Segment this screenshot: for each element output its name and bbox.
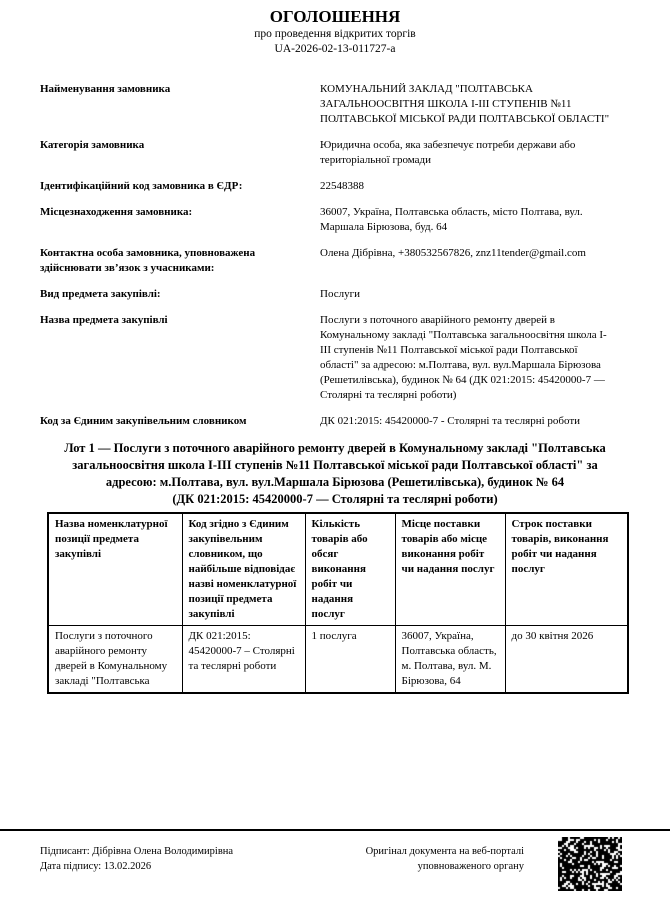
field-value: 22548388 [320, 180, 364, 192]
field-label: Найменування замовника [40, 83, 171, 95]
original-document-note: Оригінал документа на веб-порталі уповноваженого органу [365, 846, 524, 872]
field-label: Категорія замовника [40, 139, 145, 151]
qr-code [558, 837, 622, 891]
field-row-customer-category [40, 138, 630, 168]
table-header-delivery-term: Строк поставки товарів, виконання робіт чи надання послуг [505, 513, 628, 626]
fields-section [40, 82, 630, 429]
document-title: ОГОЛОШЕННЯ [269, 7, 401, 26]
table-cell-delivery-place: 36007, Україна, Полтавська область, м. Полтава, вул. М. Бірюзова, 64 [395, 626, 505, 694]
table-cell-delivery-term: до 30 квітня 2026 [505, 626, 628, 694]
field-row-location [40, 205, 630, 235]
table-header-nomenclature: Назва номенклатурної позиції предмета закупівлі [48, 513, 182, 626]
field-label: Назва предмета закупівлі [40, 314, 168, 326]
lot-heading-code: (ДК 021:2015: 45420000-7 — Столярні та теслярні роботи) [172, 492, 498, 506]
field-label: Місцезнаходження замовника: [40, 206, 193, 218]
footer [0, 829, 670, 891]
field-row-contact-person [40, 246, 630, 276]
field-value: Юридична особа, яка забезпечує потреби держави або територіальної громади [320, 139, 576, 166]
table-header-delivery-place: Місце поставки товарів або місце виконання робіт чи надання послуг [395, 513, 505, 626]
field-label: Код за Єдиним закупівельним словником [40, 415, 247, 427]
field-row-procurement-name [40, 313, 630, 403]
field-row-edr-code [40, 179, 630, 194]
lot-heading [53, 440, 618, 508]
field-label: Вид предмета закупівлі: [40, 288, 161, 300]
footer-row [0, 831, 670, 891]
table-header-row [48, 513, 628, 626]
table-cell-cpv: ДК 021:2015: 45420000-7 – Столярні та теслярні роботи [182, 626, 305, 694]
table-cell-quantity: 1 послуга [305, 626, 395, 694]
table-header-quantity: Кількість товарів або обсяг виконання робіт чи надання послуг [305, 513, 395, 626]
field-value: КОМУНАЛЬНИЙ ЗАКЛАД "ПОЛТАВСЬКА ЗАГАЛЬНООСВІТНЯ ШКОЛА І-ІІІ СТУПЕНІВ №11 ПОЛТАВСЬКОЇ МІСЬКОЇ РАДИ ПОЛТАВСЬКОЇ ОБЛАСТІ" [320, 83, 610, 125]
field-row-procurement-type [40, 287, 630, 302]
field-label: Контактна особа замовника, уповноважена здійснювати зв’язок з учасниками: [40, 247, 256, 274]
items-table [47, 512, 629, 694]
field-row-cpv-code [40, 414, 630, 429]
field-value: 36007, Україна, Полтавська область, місто Полтава, вул. Маршала Бірюзова, буд. 64 [320, 206, 583, 233]
field-value: ДК 021:2015: 45420000-7 - Столярні та теслярні роботи [320, 415, 581, 427]
signature-date: Дата підпису: 13.02.2026 [40, 861, 152, 872]
field-label: Ідентифікаційний код замовника в ЄДР: [40, 180, 243, 192]
table-header-cpv: Код згідно з Єдиним закупівельним словником, що найбільше відповідає назві номенклатурної позиції предмета закупівлі [182, 513, 305, 626]
signer-block [40, 831, 314, 874]
field-value: Олена Дібрівна, +380532567826, znz11tender@gmail.com [320, 247, 586, 259]
lot-heading-text: Лот 1 — Послуги з поточного аварійного ремонту дверей в Комунальному закладі "Полтавська загальноосвітня школа І-ІІІ ступенів №11 Полтавської міської ради Полтавської області" за адресою: м.Полтава, вул. вул.Маршала Бірюзова (Решетилівська), будинок № 64 [64, 441, 606, 489]
table-cell-nomenclature: Послуги з поточного аварійного ремонту дверей в Комунальному закладі "Полтавська [48, 626, 182, 694]
signer-name: Підписант: Дібрівна Олена Володимирівна [40, 846, 234, 857]
field-row-customer-name [40, 82, 630, 127]
table-row [48, 626, 628, 694]
field-value: Послуги з поточного аварійного ремонту дверей в Комунальному закладі "Полтавська загальноосвітня школа І-ІІІ ступенів №11 Полтавської міської ради Полтавської області" за адресою: м.Полтава, вул. вул.Маршала Бірюзова (Решетилівська), будинок № 64 (ДК 021:2015: 45420000-7 — Столярні та теслярні роботи) [320, 314, 607, 401]
document-subtitle: про проведення відкритих торгів [254, 28, 416, 40]
field-value: Послуги [320, 288, 360, 300]
tender-id: UA-2026-02-13-011727-a [274, 43, 396, 55]
